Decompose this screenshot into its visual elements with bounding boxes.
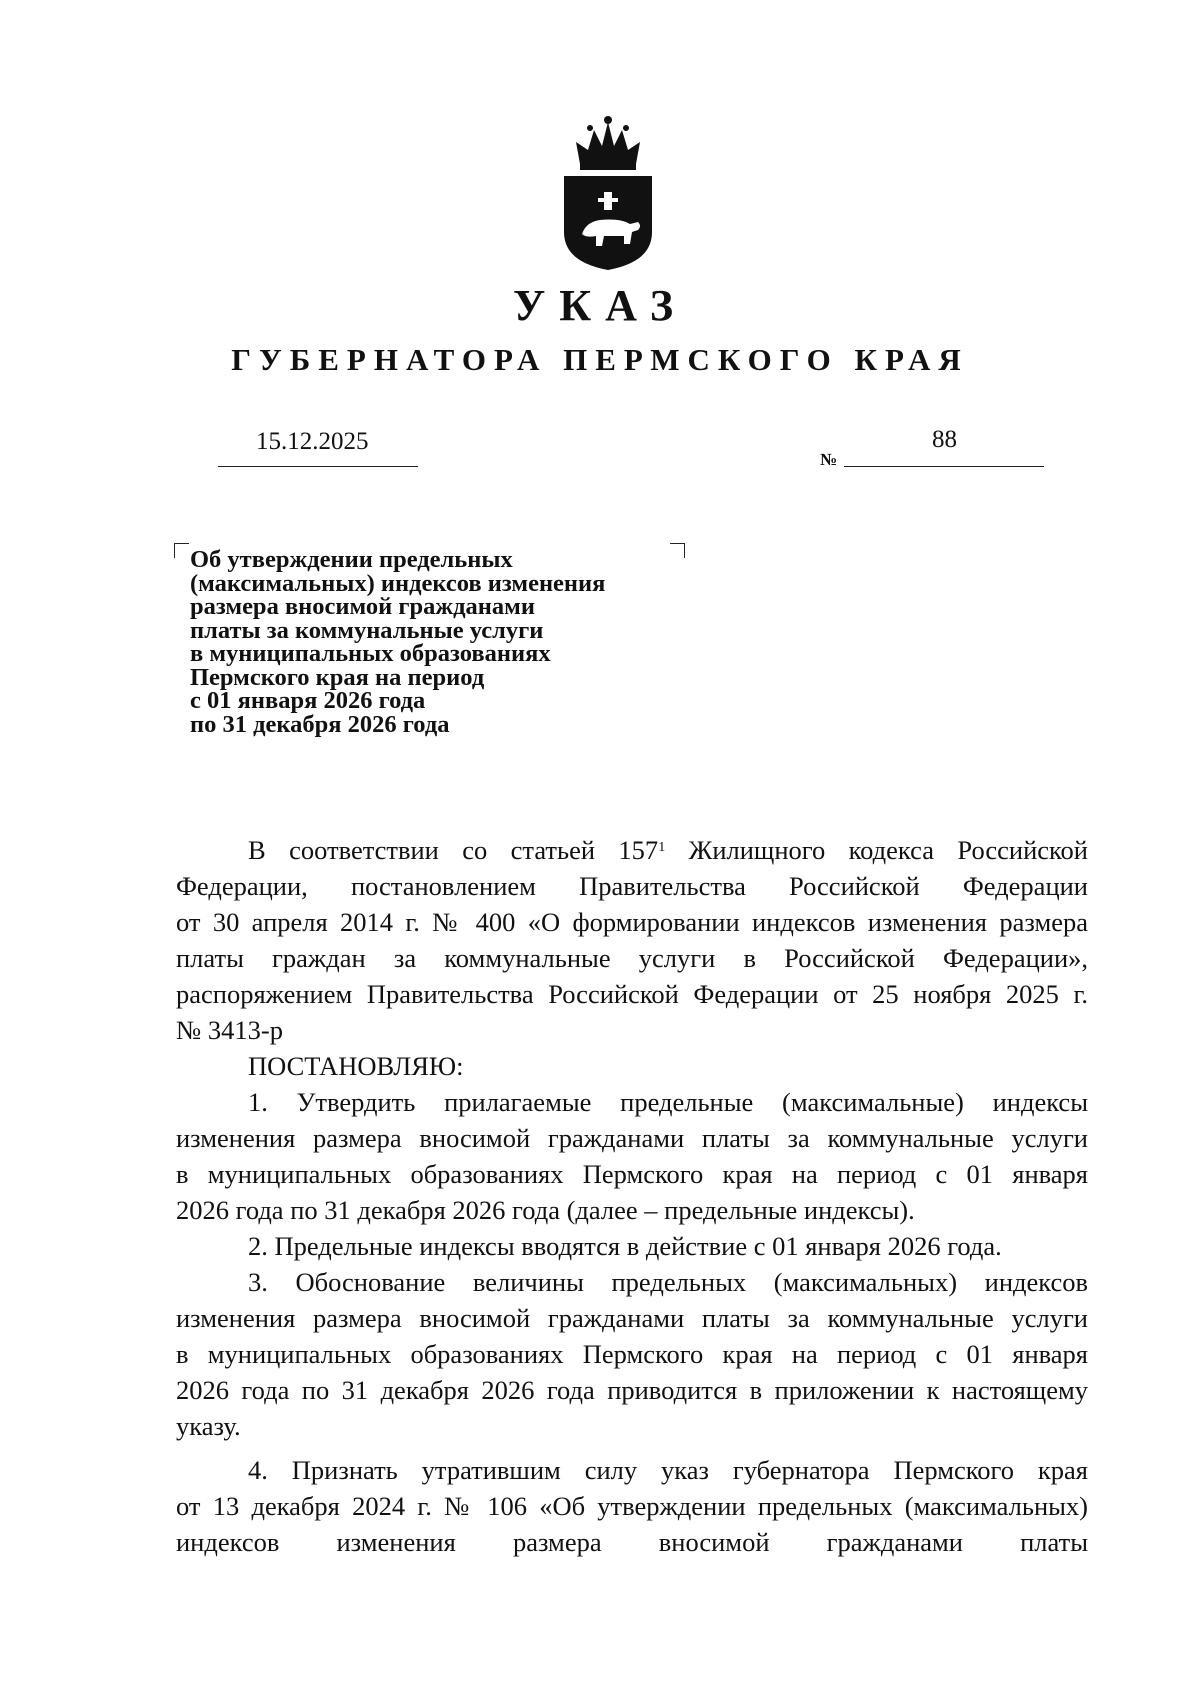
coat-of-arms-icon bbox=[560, 112, 656, 272]
body-line: 2026 года по 31 декабря 2026 года приводится в приложении к настоящему bbox=[176, 1375, 1088, 1405]
body-line: 4. Признать утратившим силу указ губернатора Пермского края bbox=[248, 1455, 1088, 1485]
date-underline bbox=[218, 466, 418, 467]
body-line: 1. Утвердить прилагаемые предельные (максимальные) индексы bbox=[248, 1087, 1088, 1117]
body-line: индексов изменения размера вносимой гражданами платы bbox=[176, 1527, 1088, 1557]
subject-line: Пермского края на период bbox=[190, 663, 485, 691]
body-line: Федерации, постановлением Правительства Российской Федерации bbox=[176, 871, 1088, 901]
body-line: в муниципальных образованиях Пермского края на период с 01 января bbox=[176, 1339, 1088, 1369]
body-line: изменения размера вносимой гражданами платы за коммунальные услуги bbox=[176, 1123, 1088, 1153]
body-text-fragment: Жилищного кодекса Российской bbox=[665, 835, 1088, 865]
subject-line: размера вносимой гражданами bbox=[190, 593, 535, 620]
body-line: указу. bbox=[176, 1411, 241, 1441]
document-subtitle: ГУБЕРНАТОРА ПЕРМСКОГО КРАЯ bbox=[231, 342, 969, 377]
body-line: 2. Предельные индексы вводятся в действие с 01 января 2026 года. bbox=[248, 1231, 1002, 1261]
body-line: распоряжением Правительства Российской Федерации от 25 ноября 2025 г. bbox=[176, 979, 1088, 1009]
subject-heading bbox=[190, 548, 680, 736]
subject-line: Об утверждении предельных bbox=[190, 546, 513, 573]
date-value: 15.12.2025 bbox=[256, 428, 369, 455]
decree-word: ПОСТАНОВЛЯЮ: bbox=[248, 1051, 464, 1081]
body-line: 2026 года по 31 декабря 2026 года (далее – предельные индексы). bbox=[176, 1195, 915, 1225]
number-value: 88 bbox=[932, 426, 957, 453]
paragraph-gap bbox=[176, 1444, 1088, 1452]
body-line: от 13 декабря 2024 г. № 106 «Об утверждении предельных (максимальных) bbox=[176, 1491, 1088, 1521]
subject-line: (максимальных) индексов изменения bbox=[190, 569, 606, 597]
body-line: от 30 апреля 2014 г. № 400 «О формировании индексов изменения размера bbox=[176, 907, 1088, 937]
document-body bbox=[176, 832, 1088, 1560]
body-line: в муниципальных образованиях Пермского края на период с 01 января bbox=[176, 1159, 1088, 1189]
subject-line: по 31 декабря 2026 года bbox=[190, 710, 450, 738]
number-sign: № bbox=[820, 450, 838, 469]
subject-line: с 01 января 2026 года bbox=[190, 687, 426, 714]
subject-corner-left bbox=[174, 543, 189, 558]
number-underline bbox=[844, 466, 1044, 467]
document-title: УКАЗ bbox=[512, 281, 688, 330]
body-line: изменения размера вносимой гражданами платы за коммунальные услуги bbox=[176, 1303, 1088, 1333]
subject-line: платы за коммунальные услуги bbox=[190, 616, 544, 644]
subject-line: в муниципальных образованиях bbox=[190, 640, 551, 667]
article-superscript: 1 bbox=[658, 840, 666, 855]
body-line: № 3413-р bbox=[176, 1015, 283, 1045]
body-line: 3. Обоснование величины предельных (максимальных) индексов bbox=[248, 1267, 1088, 1297]
body-text-fragment: В соответствии со статьей 157 bbox=[248, 835, 659, 865]
body-line bbox=[176, 832, 1088, 868]
body-line: платы граждан за коммунальные услуги в Российской Федерации», bbox=[176, 943, 1088, 973]
